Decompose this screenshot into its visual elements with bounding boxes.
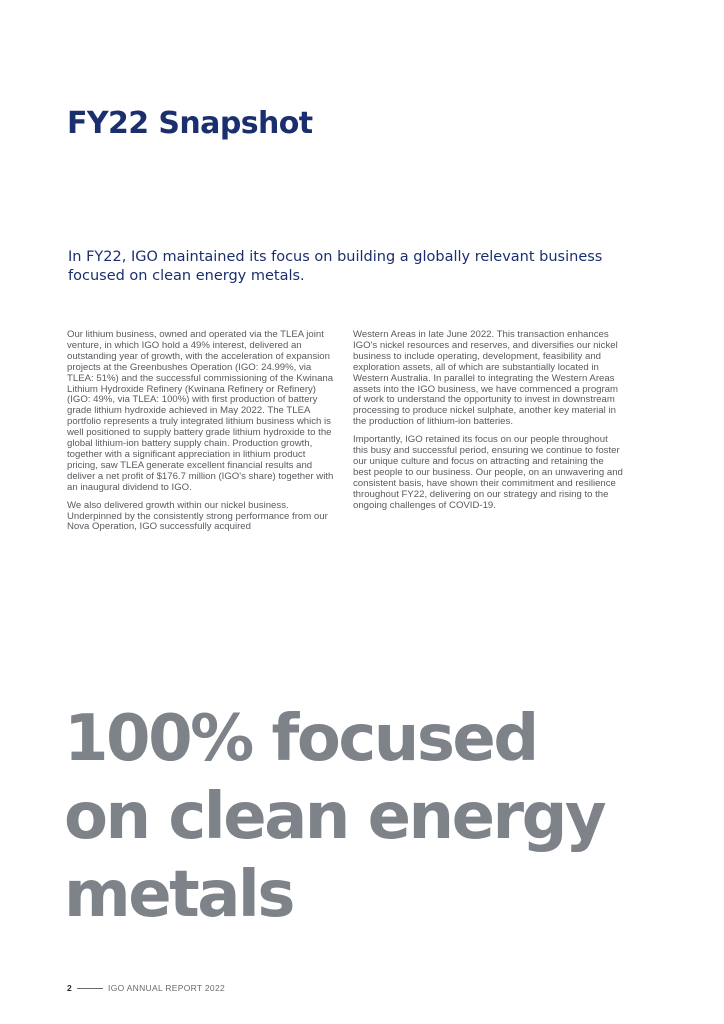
body-paragraph: Our lithium business, owned and operated via the TLEA joint venture, in which IGO hold a 49% interest, delivered an outstanding year of growth, with the acceleration of expansion projects at the Greenbushes Operation (IGO: 24.99%, via TLEA: 51%) and the successful commissioning of the Kwinana Lithium Hydroxide Refinery (Kwinana Refinery or Refinery) (IGO: 49%, via TLEA: 100%) with first production of battery grade lithium hydroxide achieved in May 2022. The TLEA portfolio represents a truly integrated lithium business which is well positioned to supply battery grade lithium hydroxide to the global lithium-ion battery supply chain. Production growth, together with a significant appreciation in lithium product pricing, saw TLEA generate excellent financial results and deliver a net profit of $176.7 million (IGO's share) together with an inaugural dividend to IGO. [67,329,334,493]
intro-statement: In FY22, IGO maintained its focus on building a globally relevant business focused on clean energy metals. [68,249,603,284]
page-footer [67,983,225,993]
body-paragraph: Importantly, IGO retained its focus on our people throughout this busy and successful period, ensuring we continue to foster our unique culture and focus on attracting and retaining the best people to our business. Our people, on an unwavering and consistent basis, have shown their commitment and resilience throughout FY22, delivering on our strategy and rising to the ongoing challenges of COVID-19. [353,434,623,511]
pull-statement-line: metals [64,858,293,932]
body-paragraph: We also delivered growth within our nickel business. Underpinned by the consistently strong performance from our Nova Operation, IGO successfully acquired [67,499,328,533]
footer-divider [77,988,103,989]
report-name: IGO ANNUAL REPORT 2022 [108,983,226,993]
page-title: FY22 Snapshot [67,106,313,141]
body-column-left [67,330,337,540]
pull-statement [64,700,604,934]
body-paragraph: Western Areas in late June 2022. This transaction enhances IGO's nickel resources and reserves, and diversifies our nickel business to include operating, development, feasibility and exploration assets, all of which are substantially located in Western Australia. In parallel to integrating the Western Areas assets into the IGO business, we have commenced a program of work to understand the opportunity to invest in downstream processing to produce nickel sulphate, another key material in the production of lithium-ion batteries. [353,329,619,428]
body-column-right [353,330,623,519]
page-number: 2 [67,983,73,993]
pull-statement-line: on clean energy [64,780,605,854]
pull-statement-line: 100% focused [64,702,537,776]
